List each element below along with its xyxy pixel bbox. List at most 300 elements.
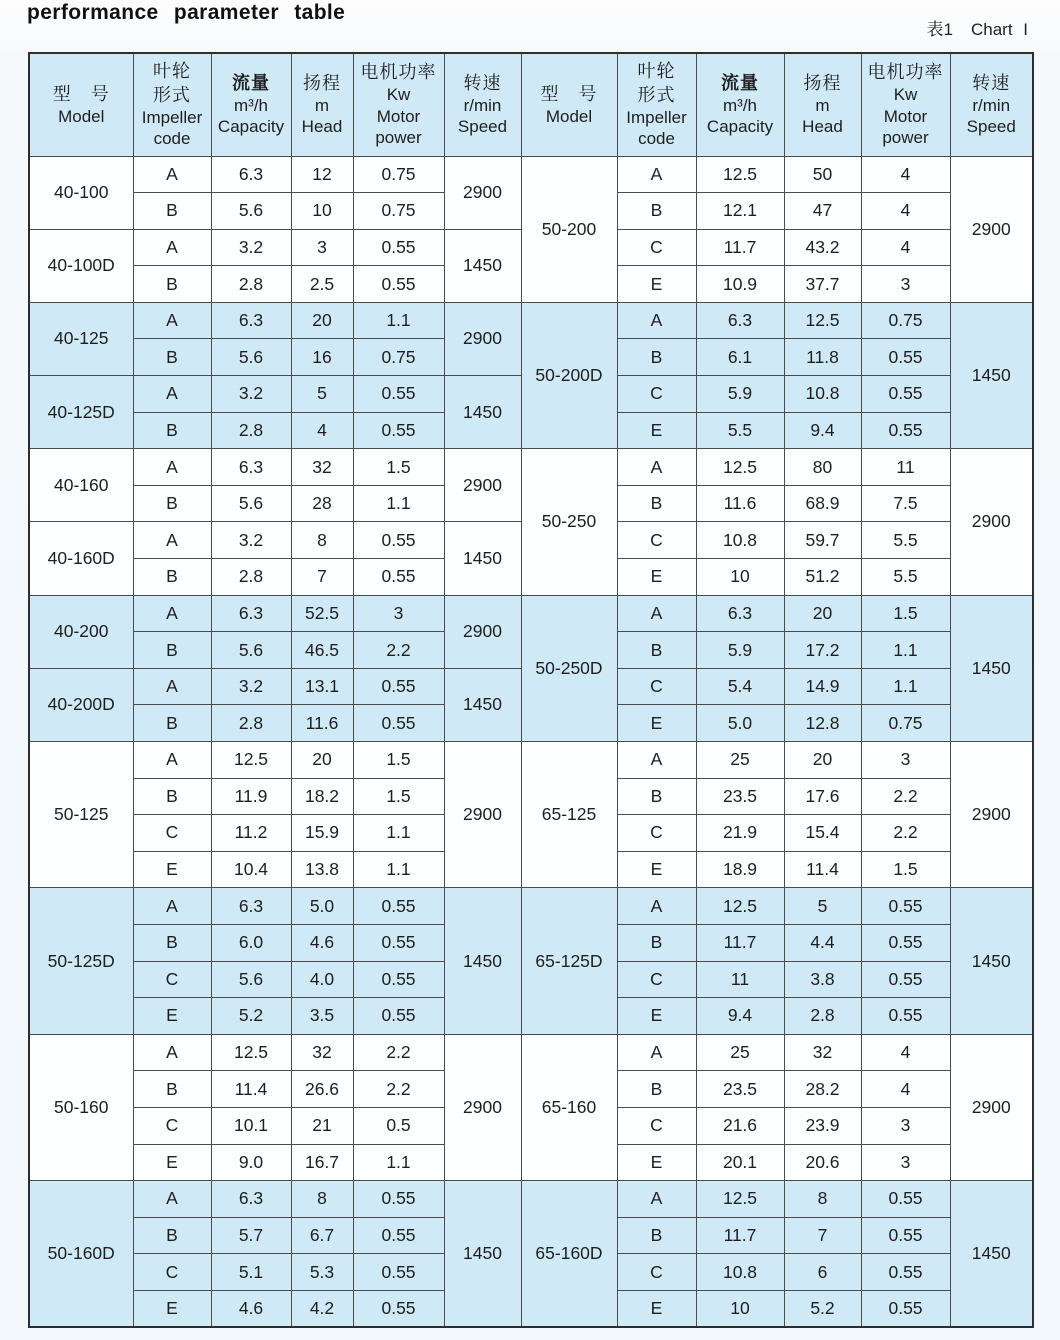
header-cell-impeller-code-left: 叶轮 形式 Impeller code (133, 53, 211, 156)
speed-cell: 1450 (444, 668, 521, 741)
model-cell: 40-100D (29, 229, 133, 302)
header-cell-motor-power-left: 电机功率 Kw Motor power (353, 53, 444, 156)
motor-power-cell: 0.55 (353, 998, 444, 1035)
table-row (29, 302, 1033, 339)
capacity-cell: 10.4 (211, 851, 291, 888)
capacity-cell: 6.3 (211, 449, 291, 486)
impeller-code-cell: A (617, 156, 696, 193)
motor-power-cell: 2.2 (353, 1071, 444, 1108)
speed-cell: 2900 (444, 302, 521, 375)
head-cell: 32 (784, 1034, 861, 1071)
impeller-code-cell: A (617, 595, 696, 632)
capacity-cell: 5.2 (211, 998, 291, 1035)
header-cell-capacity-left: 流量 m³/h Capacity (211, 53, 291, 156)
impeller-code-cell: E (617, 851, 696, 888)
model-cell: 50-250D (521, 595, 617, 741)
header-cell-capacity-right: 流量 m³/h Capacity (696, 53, 784, 156)
capacity-cell: 6.3 (211, 595, 291, 632)
motor-power-cell: 1.1 (353, 1144, 444, 1181)
impeller-code-cell: B (617, 924, 696, 961)
capacity-cell: 5.6 (211, 339, 291, 376)
capacity-cell: 11 (696, 961, 784, 998)
head-cell: 7 (291, 559, 353, 596)
model-cell: 50-250 (521, 449, 617, 595)
head-cell: 51.2 (784, 559, 861, 596)
impeller-code-cell: B (133, 778, 211, 815)
impeller-code-cell: E (133, 851, 211, 888)
motor-power-cell: 0.55 (861, 888, 950, 925)
head-cell: 7 (784, 1217, 861, 1254)
head-cell: 5 (291, 376, 353, 413)
head-cell: 50 (784, 156, 861, 193)
head-cell: 12.5 (784, 302, 861, 339)
speed-cell: 1450 (950, 888, 1033, 1034)
table-row (29, 156, 1033, 193)
head-cell: 4.4 (784, 924, 861, 961)
capacity-cell: 3.2 (211, 376, 291, 413)
head-cell: 80 (784, 449, 861, 486)
head-cell: 20 (291, 742, 353, 779)
table-body (29, 156, 1033, 1327)
head-cell: 17.2 (784, 632, 861, 669)
head-cell: 5.2 (784, 1290, 861, 1327)
speed-cell: 1450 (444, 522, 521, 595)
impeller-code-cell: A (133, 229, 211, 266)
head-cell: 37.7 (784, 266, 861, 303)
capacity-cell: 6.3 (211, 888, 291, 925)
head-cell: 4.0 (291, 961, 353, 998)
capacity-cell: 3.2 (211, 522, 291, 559)
impeller-code-cell: B (617, 1071, 696, 1108)
motor-power-cell: 0.55 (353, 376, 444, 413)
motor-power-cell: 3 (861, 266, 950, 303)
model-cell: 65-125D (521, 888, 617, 1034)
motor-power-cell: 2.2 (861, 815, 950, 852)
motor-power-cell: 0.55 (353, 412, 444, 449)
motor-power-cell: 1.5 (353, 742, 444, 779)
motor-power-cell: 0.55 (861, 1217, 950, 1254)
impeller-code-cell: B (133, 705, 211, 742)
head-cell: 8 (784, 1181, 861, 1218)
capacity-cell: 25 (696, 742, 784, 779)
header-row (29, 53, 1033, 156)
model-cell: 40-200 (29, 595, 133, 668)
motor-power-cell: 0.55 (353, 522, 444, 559)
model-cell: 40-125 (29, 302, 133, 375)
impeller-code-cell: B (133, 193, 211, 230)
impeller-code-cell: A (133, 376, 211, 413)
page-title: performance parameter table (27, 1, 346, 24)
header-cell-head-right: 扬程 m Head (784, 53, 861, 156)
motor-power-cell: 0.55 (861, 924, 950, 961)
head-cell: 20 (784, 595, 861, 632)
speed-cell: 2900 (444, 742, 521, 888)
head-cell: 17.6 (784, 778, 861, 815)
impeller-code-cell: B (133, 632, 211, 669)
impeller-code-cell: A (617, 449, 696, 486)
capacity-cell: 10.9 (696, 266, 784, 303)
header-cell-motor-power-right: 电机功率 Kw Motor power (861, 53, 950, 156)
motor-power-cell: 0.55 (353, 1290, 444, 1327)
speed-cell: 1450 (950, 595, 1033, 741)
capacity-cell: 23.5 (696, 1071, 784, 1108)
capacity-cell: 11.7 (696, 1217, 784, 1254)
table-caption-en: Chart I (970, 20, 1028, 39)
impeller-code-cell: E (617, 1290, 696, 1327)
head-cell: 11.8 (784, 339, 861, 376)
model-cell: 40-200D (29, 668, 133, 741)
capacity-cell: 6.0 (211, 924, 291, 961)
speed-cell: 2900 (444, 1034, 521, 1180)
speed-cell: 1450 (444, 376, 521, 449)
capacity-cell: 11.6 (696, 485, 784, 522)
head-cell: 4.6 (291, 924, 353, 961)
performance-parameter-table (28, 52, 1034, 1328)
capacity-cell: 10 (696, 559, 784, 596)
head-cell: 9.4 (784, 412, 861, 449)
impeller-code-cell: B (133, 339, 211, 376)
impeller-code-cell: B (133, 266, 211, 303)
impeller-code-cell: E (133, 998, 211, 1035)
head-cell: 20 (784, 742, 861, 779)
capacity-cell: 12.5 (696, 156, 784, 193)
motor-power-cell: 0.55 (861, 1181, 950, 1218)
head-cell: 52.5 (291, 595, 353, 632)
speed-cell: 2900 (444, 595, 521, 668)
impeller-code-cell: C (617, 522, 696, 559)
capacity-cell: 5.6 (211, 485, 291, 522)
model-cell: 40-125D (29, 376, 133, 449)
impeller-code-cell: A (133, 668, 211, 705)
motor-power-cell: 0.55 (861, 376, 950, 413)
head-cell: 4 (291, 412, 353, 449)
impeller-code-cell: A (133, 522, 211, 559)
impeller-code-cell: C (133, 1107, 211, 1144)
header-cell-impeller-code-right: 叶轮 形式 Impeller code (617, 53, 696, 156)
speed-cell: 2900 (444, 156, 521, 229)
capacity-cell: 5.5 (696, 412, 784, 449)
impeller-code-cell: C (617, 1107, 696, 1144)
capacity-cell: 18.9 (696, 851, 784, 888)
table-row (29, 888, 1033, 925)
impeller-code-cell: A (133, 1034, 211, 1071)
capacity-cell: 3.2 (211, 668, 291, 705)
head-cell: 43.2 (784, 229, 861, 266)
motor-power-cell: 0.55 (861, 961, 950, 998)
head-cell: 20.6 (784, 1144, 861, 1181)
capacity-cell: 11.2 (211, 815, 291, 852)
capacity-cell: 12.5 (696, 1181, 784, 1218)
motor-power-cell: 0.55 (353, 266, 444, 303)
head-cell: 23.9 (784, 1107, 861, 1144)
capacity-cell: 11.7 (696, 924, 784, 961)
capacity-cell: 12.5 (696, 888, 784, 925)
capacity-cell: 10 (696, 1290, 784, 1327)
impeller-code-cell: C (133, 1254, 211, 1291)
impeller-code-cell: A (617, 888, 696, 925)
head-cell: 15.4 (784, 815, 861, 852)
capacity-cell: 5.1 (211, 1254, 291, 1291)
head-cell: 6.7 (291, 1217, 353, 1254)
impeller-code-cell: B (133, 1217, 211, 1254)
motor-power-cell: 0.55 (353, 1217, 444, 1254)
head-cell: 12 (291, 156, 353, 193)
head-cell: 47 (784, 193, 861, 230)
model-cell: 50-200 (521, 156, 617, 302)
capacity-cell: 5.9 (696, 376, 784, 413)
motor-power-cell: 0.55 (353, 559, 444, 596)
motor-power-cell: 2.2 (861, 778, 950, 815)
motor-power-cell: 5.5 (861, 559, 950, 596)
speed-cell: 1450 (444, 1181, 521, 1327)
head-cell: 10 (291, 193, 353, 230)
capacity-cell: 6.3 (696, 302, 784, 339)
capacity-cell: 2.8 (211, 412, 291, 449)
impeller-code-cell: A (617, 1181, 696, 1218)
header-cell-head-left: 扬程 m Head (291, 53, 353, 156)
capacity-cell: 5.9 (696, 632, 784, 669)
motor-power-cell: 4 (861, 193, 950, 230)
impeller-code-cell: C (617, 376, 696, 413)
head-cell: 68.9 (784, 485, 861, 522)
capacity-cell: 10.1 (211, 1107, 291, 1144)
impeller-code-cell: C (617, 668, 696, 705)
capacity-cell: 3.2 (211, 229, 291, 266)
motor-power-cell: 5.5 (861, 522, 950, 559)
impeller-code-cell: C (617, 1254, 696, 1291)
motor-power-cell: 0.5 (353, 1107, 444, 1144)
speed-cell: 2900 (950, 156, 1033, 302)
motor-power-cell: 0.55 (353, 1181, 444, 1218)
motor-power-cell: 0.55 (353, 1254, 444, 1291)
motor-power-cell: 0.55 (353, 961, 444, 998)
header-cell-speed-left: 转速 r/min Speed (444, 53, 521, 156)
motor-power-cell: 0.75 (353, 193, 444, 230)
head-cell: 28 (291, 485, 353, 522)
capacity-cell: 12.1 (696, 193, 784, 230)
capacity-cell: 9.0 (211, 1144, 291, 1181)
motor-power-cell: 0.55 (353, 888, 444, 925)
head-cell: 20 (291, 302, 353, 339)
table-row (29, 742, 1033, 779)
motor-power-cell: 0.55 (353, 705, 444, 742)
capacity-cell: 2.8 (211, 559, 291, 596)
motor-power-cell: 0.55 (353, 668, 444, 705)
impeller-code-cell: B (617, 339, 696, 376)
impeller-code-cell: E (133, 1290, 211, 1327)
impeller-code-cell: B (133, 485, 211, 522)
capacity-cell: 9.4 (696, 998, 784, 1035)
table-row (29, 1181, 1033, 1218)
impeller-code-cell: A (133, 1181, 211, 1218)
model-cell: 65-160D (521, 1181, 617, 1327)
speed-cell: 2900 (950, 449, 1033, 595)
impeller-code-cell: B (617, 1217, 696, 1254)
model-cell: 50-125D (29, 888, 133, 1034)
capacity-cell: 21.9 (696, 815, 784, 852)
capacity-cell: 23.5 (696, 778, 784, 815)
capacity-cell: 5.7 (211, 1217, 291, 1254)
capacity-cell: 5.6 (211, 632, 291, 669)
impeller-code-cell: E (617, 705, 696, 742)
model-cell: 40-100 (29, 156, 133, 229)
motor-power-cell: 1.5 (861, 595, 950, 632)
impeller-code-cell: E (617, 559, 696, 596)
impeller-code-cell: A (133, 888, 211, 925)
capacity-cell: 11.4 (211, 1071, 291, 1108)
head-cell: 2.5 (291, 266, 353, 303)
motor-power-cell: 11 (861, 449, 950, 486)
impeller-code-cell: E (617, 412, 696, 449)
speed-cell: 2900 (444, 449, 521, 522)
speed-cell: 1450 (950, 302, 1033, 448)
motor-power-cell: 1.5 (353, 778, 444, 815)
impeller-code-cell: B (133, 559, 211, 596)
impeller-code-cell: B (133, 412, 211, 449)
motor-power-cell: 4 (861, 229, 950, 266)
motor-power-cell: 0.75 (353, 339, 444, 376)
capacity-cell: 11.7 (696, 229, 784, 266)
impeller-code-cell: B (133, 924, 211, 961)
impeller-code-cell: A (133, 156, 211, 193)
motor-power-cell: 4 (861, 1071, 950, 1108)
head-cell: 15.9 (291, 815, 353, 852)
motor-power-cell: 1.1 (861, 668, 950, 705)
head-cell: 5.0 (291, 888, 353, 925)
motor-power-cell: 1.1 (353, 485, 444, 522)
impeller-code-cell: A (133, 449, 211, 486)
impeller-code-cell: B (617, 632, 696, 669)
impeller-code-cell: C (133, 961, 211, 998)
impeller-code-cell: A (133, 742, 211, 779)
motor-power-cell: 0.55 (353, 229, 444, 266)
speed-cell: 2900 (950, 742, 1033, 888)
speed-cell: 1450 (444, 229, 521, 302)
capacity-cell: 21.6 (696, 1107, 784, 1144)
impeller-code-cell: A (617, 302, 696, 339)
impeller-code-cell: E (617, 998, 696, 1035)
capacity-cell: 12.5 (211, 1034, 291, 1071)
motor-power-cell: 1.1 (861, 632, 950, 669)
motor-power-cell: 0.75 (353, 156, 444, 193)
impeller-code-cell: B (617, 778, 696, 815)
head-cell: 2.8 (784, 998, 861, 1035)
table-row (29, 1034, 1033, 1071)
impeller-code-cell: C (133, 815, 211, 852)
motor-power-cell: 3 (861, 1107, 950, 1144)
motor-power-cell: 4 (861, 1034, 950, 1071)
head-cell: 5.3 (291, 1254, 353, 1291)
capacity-cell: 6.3 (211, 302, 291, 339)
impeller-code-cell: E (617, 1144, 696, 1181)
motor-power-cell: 3 (861, 742, 950, 779)
motor-power-cell: 7.5 (861, 485, 950, 522)
impeller-code-cell: B (617, 193, 696, 230)
head-cell: 18.2 (291, 778, 353, 815)
head-cell: 16.7 (291, 1144, 353, 1181)
motor-power-cell: 1.5 (861, 851, 950, 888)
model-cell: 50-160 (29, 1034, 133, 1180)
head-cell: 28.2 (784, 1071, 861, 1108)
capacity-cell: 5.6 (211, 193, 291, 230)
speed-cell: 1450 (444, 888, 521, 1034)
head-cell: 6 (784, 1254, 861, 1291)
impeller-code-cell: A (133, 595, 211, 632)
impeller-code-cell: C (617, 961, 696, 998)
capacity-cell: 5.0 (696, 705, 784, 742)
capacity-cell: 25 (696, 1034, 784, 1071)
model-cell: 40-160 (29, 449, 133, 522)
motor-power-cell: 2.2 (353, 1034, 444, 1071)
speed-cell: 1450 (950, 1181, 1033, 1327)
head-cell: 3.8 (784, 961, 861, 998)
head-cell: 32 (291, 1034, 353, 1071)
table-header (29, 53, 1033, 156)
capacity-cell: 6.3 (211, 1181, 291, 1218)
table-caption-zh: 表1 (926, 20, 953, 39)
head-cell: 32 (291, 449, 353, 486)
header-cell-model-left: 型 号 Model (29, 53, 133, 156)
motor-power-cell: 1.1 (353, 851, 444, 888)
head-cell: 8 (291, 522, 353, 559)
model-cell: 65-125 (521, 742, 617, 888)
motor-power-cell: 0.75 (861, 705, 950, 742)
capacity-cell: 2.8 (211, 705, 291, 742)
model-cell: 40-160D (29, 522, 133, 595)
capacity-cell: 5.6 (211, 961, 291, 998)
motor-power-cell: 4 (861, 156, 950, 193)
impeller-code-cell: B (617, 485, 696, 522)
capacity-cell: 2.8 (211, 266, 291, 303)
head-cell: 10.8 (784, 376, 861, 413)
head-cell: 11.4 (784, 851, 861, 888)
head-cell: 4.2 (291, 1290, 353, 1327)
impeller-code-cell: C (617, 815, 696, 852)
capacity-cell: 5.4 (696, 668, 784, 705)
head-cell: 12.8 (784, 705, 861, 742)
table-caption (927, 15, 1029, 40)
header-cell-speed-right: 转速 r/min Speed (950, 53, 1033, 156)
capacity-cell: 6.3 (696, 595, 784, 632)
capacity-cell: 12.5 (696, 449, 784, 486)
header-cell-model-right: 型 号 Model (521, 53, 617, 156)
head-cell: 3.5 (291, 998, 353, 1035)
capacity-cell: 20.1 (696, 1144, 784, 1181)
model-cell: 65-160 (521, 1034, 617, 1180)
capacity-cell: 4.6 (211, 1290, 291, 1327)
model-cell: 50-125 (29, 742, 133, 888)
capacity-cell: 10.8 (696, 1254, 784, 1291)
capacity-cell: 12.5 (211, 742, 291, 779)
impeller-code-cell: A (133, 302, 211, 339)
capacity-cell: 6.3 (211, 156, 291, 193)
motor-power-cell: 2.2 (353, 632, 444, 669)
capacity-cell: 10.8 (696, 522, 784, 559)
impeller-code-cell: E (133, 1144, 211, 1181)
motor-power-cell: 0.55 (861, 339, 950, 376)
motor-power-cell: 0.55 (861, 412, 950, 449)
motor-power-cell: 0.75 (861, 302, 950, 339)
table-row (29, 449, 1033, 486)
motor-power-cell: 3 (861, 1144, 950, 1181)
head-cell: 5 (784, 888, 861, 925)
motor-power-cell: 1.1 (353, 302, 444, 339)
motor-power-cell: 1.5 (353, 449, 444, 486)
impeller-code-cell: C (617, 229, 696, 266)
impeller-code-cell: E (617, 266, 696, 303)
capacity-cell: 6.1 (696, 339, 784, 376)
head-cell: 8 (291, 1181, 353, 1218)
